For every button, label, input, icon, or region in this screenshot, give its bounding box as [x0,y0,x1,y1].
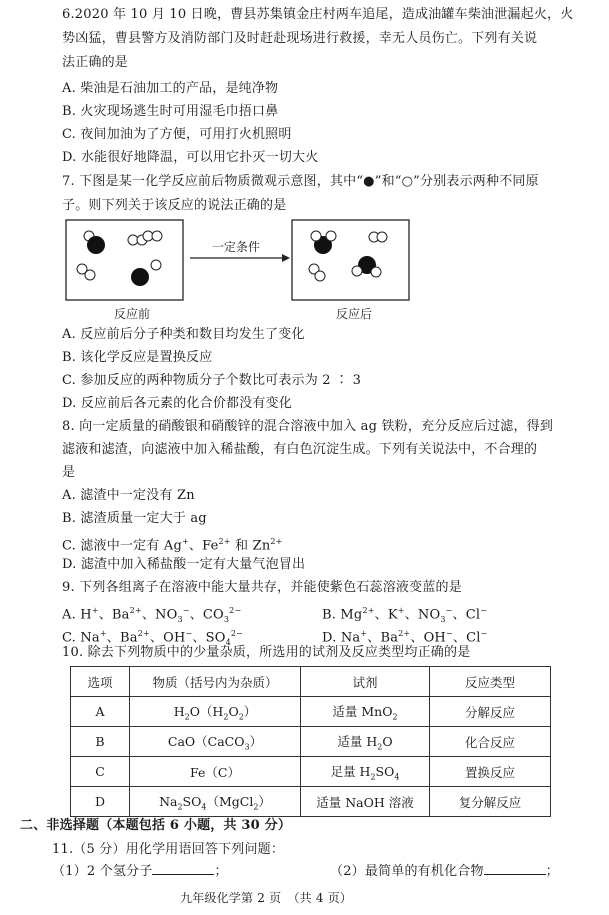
q8-option-a: A. 滤渣中一定没有 Zn [62,488,195,503]
q8-stem-line1: 8. 向一定质量的硝酸银和硝酸锌的混合溶液中加入 ag 铁粉，充分反应后过滤，得到 [62,419,554,434]
arrow-head [282,254,290,262]
header-reaction-type: 反应类型 [430,667,551,697]
before-molecule-4 [77,264,95,280]
q9-option-c: C. Na+、$Ba^{2+}$、OH−、$SO_4^{2-}$ [62,629,244,647]
before-molecule-3 [143,231,162,241]
q7-option-a: A. 反应前后分子种类和数目均发生了变化 [62,327,305,342]
q10-stem: 10. 除去下列物质中的少量杂质，所选用的试剂及反应类型均正确的是 [62,645,471,660]
before-molecule-1 [84,231,105,254]
row-type: 化合反应 [430,727,551,757]
header-substance: 物质（括号内为杂质） [130,667,301,697]
table-row [71,787,551,817]
after-molecule-1 [311,231,336,254]
q7-stem-line1: 7. 下图是某一化学反应前后物质微观示意图，其中“●”和“○”分别表示两种不同原 [62,174,539,189]
row-substance: $Na_2SO_4(MgCl_2)$ [130,787,301,817]
header-option: 选项 [71,667,130,697]
row-substance: CaO（CaCO$_3$） [130,727,301,757]
before-box [66,220,183,300]
row-substance: Fe（C） [130,757,301,787]
q9-option-d: D. Na+、$Ba^{2+}$、OH−、Cl− [322,629,488,646]
q6-option-a: A. 柴油是石油加工的产品，是纯净物 [62,81,279,96]
q7-option-d: D. 反应前后各元素的化合价都没有变化 [62,396,293,411]
q7-option-b: B. 该化学反应是置换反应 [62,350,213,365]
table-row [71,727,551,757]
q6-option-b: B. 火灾现场逃生时可用湿毛巾捂口鼻 [62,104,279,119]
row-substance: $H_2O(H_2O_2)$ [130,697,301,727]
table-header-row [71,667,551,697]
answer-blank-2[interactable] [484,862,546,875]
q6-stem-line2: 势凶猛，曹县警方及消防部门及时赶赴现场进行救援，幸无人员伤亡。下列有关说 [62,31,538,46]
after-molecule-2 [352,256,381,277]
after-molecule-3 [369,232,387,242]
row-reagent: 适量 NaOH 溶液 [301,787,430,817]
header-reagent: 试剂 [301,667,430,697]
row-reagent: 适量 $H_2O$ [301,727,430,757]
row-reagent: 适量 MnO$_2$ [301,697,430,727]
row-option: B [71,727,130,757]
q8-stem-line2: 滤液和滤渣，向滤液中加入稀盐酸，有白色沉淀生成。下列有关说法中，不合理的 [62,442,538,457]
q6-stem-line1: 6.2020 年 10 月 10 日晚，曹县苏集镇金庄村两车追尾，造成油罐车柴油泄漏起火，火 [62,7,574,22]
q6-stem-line3: 法正确的是 [62,55,129,70]
row-type: 分解反应 [430,697,551,727]
q11-part2: （2）最简单的有机化合物 ； [330,864,559,879]
q8-option-d: D. 滤渣中加入稀盐酸一定有大量气泡冒出 [62,557,306,572]
after-molecule-4 [309,264,325,281]
q6-option-c: C. 夜间加油为了方便，可用打火机照明 [62,127,292,142]
q9-stem: 9. 下列各组离子在溶液中能大量共存，并能使紫色石蕊溶液变蓝的是 [62,580,462,595]
table-row [71,757,551,787]
q8-option-c: C. 滤液中一定有 Ag+、$Fe^{2+}$ 和 $Zn^{2+}$ [62,537,283,554]
before-label: 反应前 [114,307,151,321]
section-heading: 二、非选择题（本题包括 6 小题，共 30 分） [20,818,292,833]
q8-stem-line3: 是 [62,465,76,480]
table-row [71,697,551,727]
row-type: 置换反应 [430,757,551,787]
row-type: 复分解反应 [430,787,551,817]
row-option: D [71,787,130,817]
before-molecule-5 [131,260,161,286]
q11-stem: 11.（5 分）用化学用语回答下列问题： [52,842,285,857]
row-reagent: 足量 $H_2SO_4$ [301,757,430,787]
q10-table [70,666,551,817]
row-option: C [71,757,130,787]
after-label: 反应后 [336,307,373,321]
answer-blank-1[interactable] [152,862,214,875]
after-box [292,220,409,300]
q7-stem-line2: 子。则下列关于该反应的说法正确的是 [62,198,287,213]
q7-option-c: C. 参加反应的两种物质分子个数比可表示为 2 ∶ 3 [62,373,362,388]
q9-option-a: A. H+、$Ba^{2+}$、$NO_3^-$、$CO_3^{2-}$ [62,606,242,624]
q9-option-b: B. $Mg^{2+}$、K+、$NO_3^-$、Cl− [322,606,488,624]
row-option: A [71,697,130,727]
q11-part1: （1）2 个氢分子 ； [52,864,228,879]
reaction-condition: 一定条件 [211,240,261,254]
page-footer: 九年级化学第 2 页 （共 4 页） [180,891,353,905]
reaction-diagram [60,215,420,323]
q8-option-b: B. 滤渣质量一定大于 ag [62,511,207,526]
q6-option-d: D. 水能很好地降温，可以用它扑灭一切大火 [62,150,319,165]
